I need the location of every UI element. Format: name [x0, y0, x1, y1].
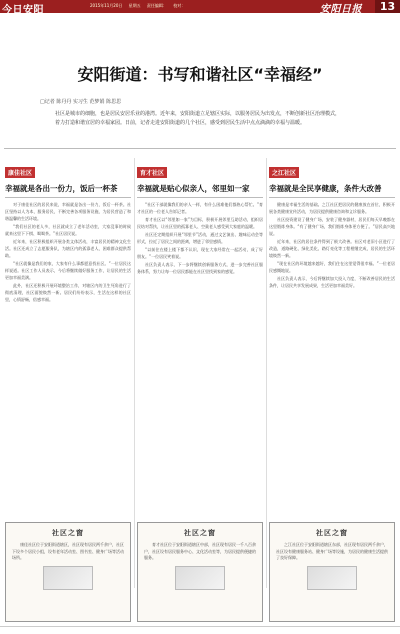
paragraph: 近年来，社区积极组织开展各类文体活动，丰富居民的精神文化生活。社区还成立了志愿服务队，为辖区内的孤寡老人、困难群众提供帮助。	[5, 239, 131, 258]
paragraph: 社区还定期组织开展“邻里节”活动，通过文艺演出、趣味运动会等形式，拉近了居民之间的距离，增进了邻里感情。	[137, 232, 263, 244]
header-meta-date: 2015年11月20日	[90, 3, 123, 8]
column-subhead: 幸福就是贴心似亲人，邻里如一家	[137, 184, 250, 193]
paragraph: “以前住在楼上楼下都不认识，现在大家经常在一起活动，成了好朋友。”一位居民笑着说。	[137, 247, 263, 259]
section-tag: 之江社区	[269, 167, 299, 178]
paragraph: “社区干部就像我们的亲人一样，有什么困难他们都热心帮忙。”育才社区的一位老人告诉记者。	[137, 202, 263, 214]
info-box-title: 社区之窗	[184, 528, 216, 537]
community-info-box	[5, 522, 131, 622]
header-meta-day: 星期五	[128, 3, 141, 8]
paragraph: “我们社区的老人多，社区就成立了老年活动室，大家没事的时候就来这里下下棋、喝喝茶。”社区居民说。	[5, 224, 131, 236]
community-photo	[175, 566, 225, 590]
divider	[4, 148, 396, 149]
paragraph: 育才社区以“邻里如一家”为目标，积极开展邻里互助活动，组织居民结对帮扶，让社区里的孤寡老人、空巢老人感受到大家庭的温暖。	[137, 217, 263, 229]
header-meta-proof: 校对：	[173, 3, 186, 8]
reporters-byline: □记者 陈丹丹 实习生 范梦娟 陈思思	[40, 99, 122, 105]
divider	[269, 197, 395, 198]
info-box-title: 社区之窗	[316, 528, 348, 537]
community-photo	[43, 566, 93, 590]
column-body	[269, 201, 395, 289]
column-divider	[134, 158, 135, 588]
paragraph: 健康是幸福生活的基础。之江社区把居民的健康放在首位，积极开展各类健康宣传活动，为居民提供健康咨询和义诊服务。	[269, 202, 395, 214]
community-photo	[307, 566, 357, 590]
divider	[137, 197, 263, 198]
column-divider	[266, 158, 267, 588]
brand-logo: 安阳日报	[320, 4, 362, 15]
column-subhead: 幸福就是全民享健康，条件大改善	[269, 184, 382, 193]
lead-text: 社区是城市的细胞，也是居民安居乐业的港湾。近年来，安阳街道立足辖区实际，以服务居民为出发点，不断创新社区治理模式，	[55, 111, 341, 117]
lead-text: 着力打造和谐宜居的幸福家园。日前，记者走进安阳街道的几个社区，感受到居民生活中点点滴滴的幸福与温暖。	[55, 119, 306, 126]
paragraph: 社区投资建设了健身广场，安装了健身器材，居民们每天早晚都在这里锻炼身体。“有了健身广场，我们锻炼身体更方便了。”居民高兴地说。	[269, 217, 395, 236]
paragraph: “现在社区的环境越来越好，我们住在这里觉得很幸福。”一位老居民感慨地说。	[269, 261, 395, 273]
article-headline: 安阳街道：书写和谐社区“幸福经”	[77, 65, 323, 84]
info-box-title: 社区之窗	[52, 528, 84, 537]
paragraph: 近年来，社区的居住条件得到了极大改善。社区对老旧小区进行了改造，道路硬化、绿化美化、路灯亮化等工程相继完成，居民的生活环境焕然一新。	[269, 239, 395, 258]
paragraph: 此外，社区还积极开展环境整治工作，对辖区内的卫生死角进行了彻底清理，社区面貌焕然一新。居民们纷纷表示，生活在这样的社区里，心情舒畅，倍感幸福。	[5, 283, 131, 302]
community-info-box	[269, 522, 395, 622]
paragraph: 社区负责人表示，下一步将继续创新服务方式，进一步完善社区服务体系，努力让每一位居民都能在社区里找到家的感觉。	[137, 262, 263, 274]
page-number: 13	[375, 0, 400, 13]
column-subhead: 幸福就是各出一份力，饭后一杯茶	[5, 184, 118, 193]
section-tag: 育才社区	[137, 167, 167, 178]
paragraph: 对于康佳社区的居民来说，幸福就是各出一份力，饭后一杯茶。社区坚持以人为本，服务居民，不断完善各项服务设施，为居民营造了和谐温馨的生活环境。	[5, 202, 131, 221]
lead-paragraph	[45, 110, 375, 127]
page-footer	[0, 626, 400, 634]
paragraph: “社区就像是我们的家，大家有什么事都愿意找社区。”一位居民这样说道。社区工作人员表示，今后将继续做好服务工作，让居民的生活更加幸福美满。	[5, 261, 131, 280]
section-tag: 康佳社区	[5, 167, 35, 178]
header-meta-editor: 责任编辑：	[146, 3, 167, 8]
info-box-text: 康佳社区位于安阳街道辖区，社区现有居民两千余户，社区下设多个居民小组，设有老年活动室、图书室、健身广场等活动场所。	[12, 542, 124, 560]
header-meta	[90, 3, 190, 9]
info-box-text: 育才社区位于安阳街道辖区中部，社区现有居民一千八百余户，社区设有居民服务中心、文化活动室等，为居民提供便捷的服务。	[144, 542, 256, 560]
divider	[5, 197, 131, 198]
column-body	[137, 201, 263, 275]
community-info-box	[137, 522, 263, 622]
column-body	[5, 201, 131, 303]
info-box-text: 之江社区位于安阳街道辖区东部，社区现有居民两千余户，社区设有健康服务站、健身广场等设施，为居民的健康生活提供了良好保障。	[276, 542, 388, 560]
paragraph: 社区负责人表示，今后将继续加大投入力度，不断改善居民的生活条件，让居民共享发展成果，生活更加幸福美好。	[269, 276, 395, 288]
section-name: 今日安阳	[2, 5, 44, 16]
